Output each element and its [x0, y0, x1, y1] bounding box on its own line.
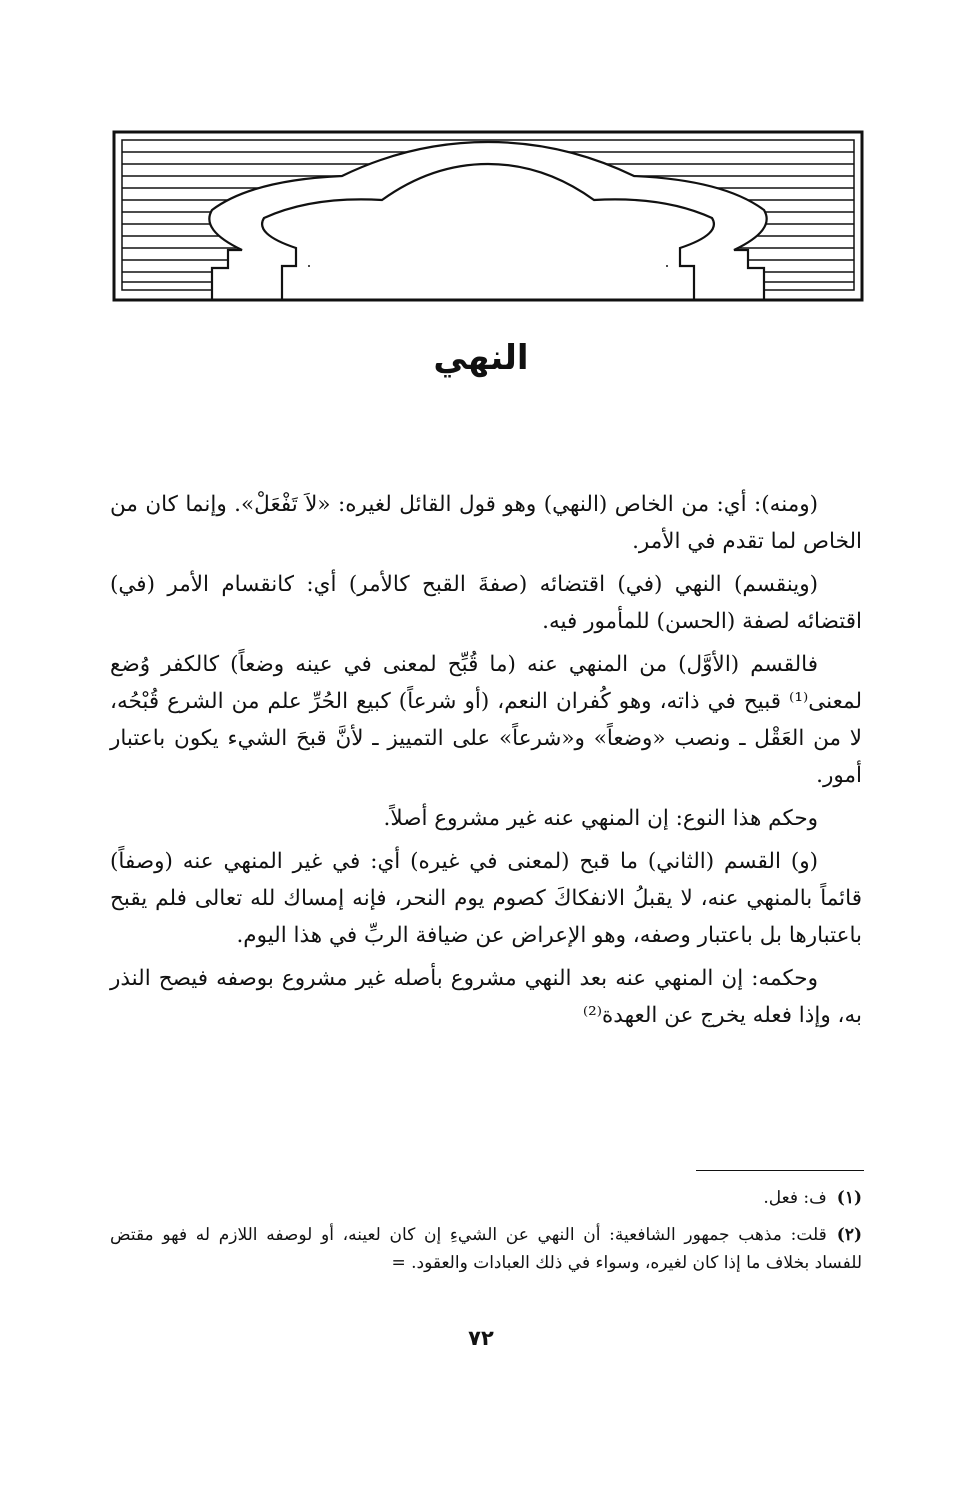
footnotes — [110, 1184, 862, 1286]
paragraph: (وينقسم) النهي (في) اقتضائه (صفةَ القبح كالأمر) أي: كانقسام الأمر (في) اقتضائه لصفة (الحسن) للمأمور فيه. — [110, 572, 862, 634]
paragraph: وحكمه: إن المنهي عنه بعد النهي مشروع بأصله غير مشروع بوصفه فيصح النذر به، وإذا فعله يخرج عن العهدة⁽²⁾ — [110, 966, 862, 1028]
page-number: ٧٢ — [468, 1326, 494, 1350]
paragraph: (ومنه): أي: من الخاص (النهي) وهو قول القائل لغيره: «لاَ تَفْعَلْ». وإنما كان من الخاص لما تقدم في الأمر. — [110, 492, 862, 554]
footnote-text: ف: فعل. — [763, 1188, 827, 1208]
footnote-item — [110, 1184, 862, 1212]
footnote-number: (١) — [836, 1188, 862, 1208]
footnote-number: (٢) — [836, 1225, 862, 1245]
footnote-item — [110, 1221, 862, 1277]
main-text — [110, 486, 862, 1040]
paragraph: (و) القسم (الثاني) ما قبح (لمعنى في غيره) أي: في غير المنهي عنه (وصفاً) قائماً بالمنهي عنه، لا يقبلُ الانفكاكَ كصوم يوم النحر، فإنه إمساك لله تعالى فلم يقبح باعتبارها بل باعتبار وصفه، وهو الإعراض عن ضيافة الربِّ في هذا اليوم. — [110, 849, 862, 948]
chapter-title: النهي — [433, 338, 529, 378]
paragraph: وحكم هذا النوع: إن المنهي عنه غير مشروع أصلاً. — [383, 806, 818, 831]
chapter-header-ornament — [112, 130, 864, 306]
footnote-separator — [696, 1170, 864, 1171]
paragraph: فالقسم (الأوَّل) من المنهي عنه (ما قُبِّح لمعنى في عينه وضعاً) كالكفر وُضع لمعنى⁽¹⁾ قبيح في ذاته، وهو كُفران النعم، (أو شرعاً) كبيع الحُرِّ علم من الشرع قُبْحُه، لا من العَقْل ـ ونصب «وضعاً» و«شرعاً» على التمييز ـ لأنَّ قبحَ الشيء يكون باعتبار أمور. — [110, 652, 862, 788]
footnote-text: قلت: مذهب جمهور الشافعية: أن النهي عن الشيءِ إن كان لعينه، أو لوصفه اللازم له فهو مقتض للفساد بخلاف ما إذا كان لغيره، وسواء في ذلك العبادات والعقود. = — [110, 1225, 862, 1273]
